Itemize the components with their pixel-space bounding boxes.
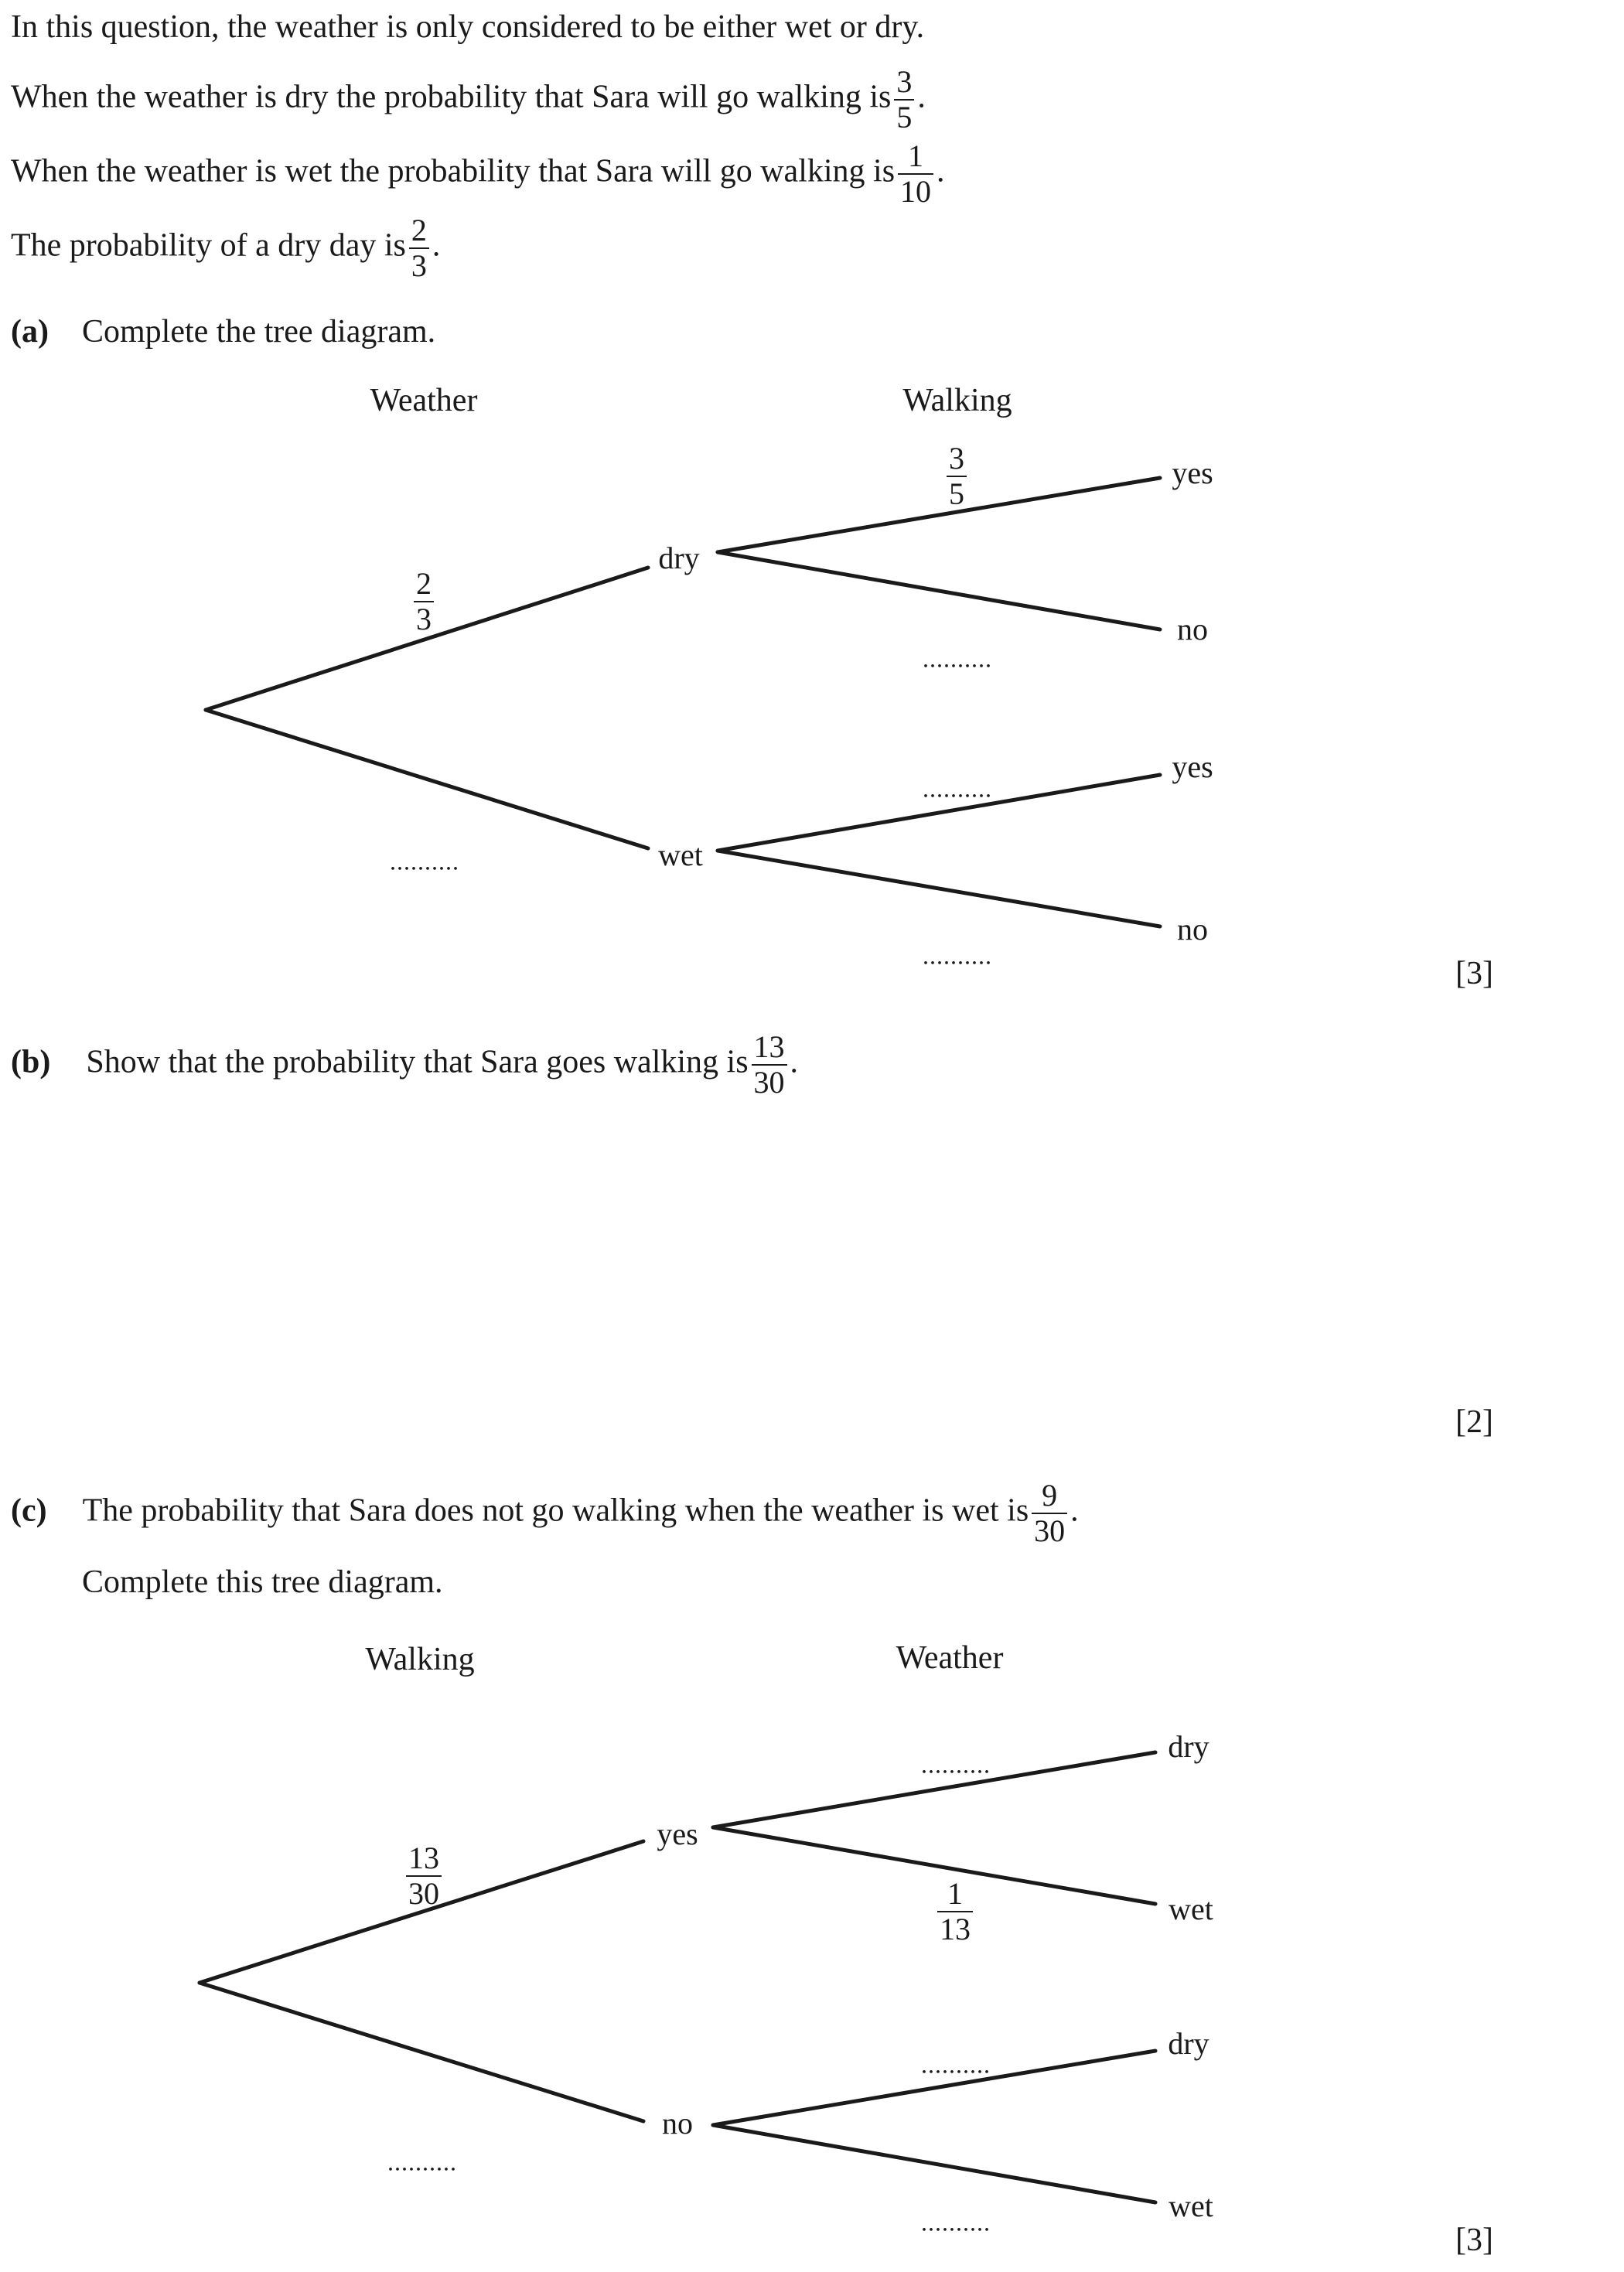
tree-c-blank-no-dry[interactable]: .......... (921, 2050, 991, 2079)
tree-c-branch-no-wet (713, 2125, 1155, 2202)
tree-c-blank-no-wet[interactable]: .......... (921, 2208, 991, 2236)
part-b-marks: [2] (1455, 1404, 1493, 1440)
part-c-marks: [3] (1455, 2223, 1493, 2258)
tree-c-node-yes: yes (657, 1817, 698, 1851)
tree-a-header-right: Walking (902, 383, 1012, 418)
part-a-text: Complete the tree diagram. (82, 314, 436, 350)
fraction-dry-walk: $\frac{3}{5}$ (894, 67, 914, 133)
intro-line-4-text: The probability of a dry day is (11, 227, 406, 264)
tree-a-frac-root-dry: $\frac{2}{3}$ (414, 568, 434, 635)
tree-c-branch-root-no (200, 1983, 643, 2121)
tree-a-blank-root-wet[interactable]: .......... (390, 847, 459, 875)
fraction-wet-nowalk: $\frac{9}{30}$ (1032, 1480, 1067, 1547)
fraction-dry-day: $\frac{2}{3}$ (409, 215, 429, 281)
part-c-text: The probability that Sara does not go walking when the weather is wet is (82, 1492, 1029, 1529)
tree-a-blank-dry-no[interactable]: .......... (923, 644, 992, 673)
tree-c-header-right: Weather (896, 1640, 1004, 1676)
fraction-wet-walk: $\frac{1}{10}$ (898, 141, 933, 207)
tree-a-node-wet: wet (658, 838, 703, 872)
tree-c-leaf-1: dry (1168, 1729, 1209, 1764)
tree-c-leaf-3: dry (1168, 2026, 1209, 2061)
tree-a-leaf-2: no (1177, 612, 1208, 646)
part-c-line: (c) The probability that Sara does not go walking when the weather is wet is $\frac{9}{30}$ . (11, 1478, 1079, 1548)
intro-line-2: When the weather is dry the probability that Sara will go walking is $\frac{3}{5}$ . (11, 64, 926, 135)
part-b-text: Show that the probability that Sara goes walking is (86, 1044, 749, 1080)
intro-line-1: In this question, the weather is only considered to be either wet or dry. (11, 9, 925, 45)
tree-a-blank-wet-no[interactable]: .......... (923, 941, 992, 970)
intro-line-3: When the weather is wet the probability that Sara will go walking is $\frac{1}{10}$ . (11, 138, 945, 209)
fraction-walk-total: $\frac{13}{30}$ (752, 1032, 787, 1098)
tree-c-leaf-2: wet (1169, 1892, 1213, 1926)
tree-a-frac-dry-yes: $\frac{3}{5}$ (947, 443, 967, 510)
tree-a-leaf-1: yes (1172, 455, 1213, 490)
part-c-label: (c) (11, 1492, 47, 1529)
tree-c-branch-yes-wet (713, 1827, 1155, 1904)
tree-c-node-no: no (662, 2106, 693, 2141)
tree-a-node-dry: dry (658, 541, 700, 575)
intro-line-2-text: When the weather is dry the probability that Sara will go walking is (11, 79, 892, 115)
tree-c-blank-root-no[interactable]: .......... (387, 2147, 457, 2176)
tree-c-frac-root-yes: $\frac{13}{30}$ (406, 1843, 442, 1909)
part-c-instruction: Complete this tree diagram. (82, 1564, 443, 1600)
tree-a-header-left: Weather (370, 383, 478, 418)
part-a-label: (a) (11, 314, 49, 350)
tree-c-frac-yes-wet: $\frac{1}{13}$ (937, 1878, 973, 1945)
tree-c-leaf-4: wet (1169, 2188, 1213, 2223)
tree-a-blank-wet-yes[interactable]: .......... (923, 774, 992, 803)
tree-a-leaf-3: yes (1172, 749, 1213, 784)
part-a-marks: [3] (1455, 956, 1493, 991)
intro-line-3-text: When the weather is wet the probability that Sara will go walking is (11, 153, 896, 189)
intro-line-4: The probability of a dry day is $\frac{2}{3}$ . (11, 213, 441, 283)
tree-c-header-left: Walking (365, 1642, 475, 1677)
part-b-label: (b) (11, 1044, 51, 1080)
part-b-line: (b) Show that the probability that Sara goes walking is $\frac{13}{30}$ . (11, 1029, 799, 1100)
tree-c-blank-yes-dry[interactable]: .......... (921, 1750, 991, 1779)
tree-a-leaf-4: no (1177, 912, 1208, 947)
